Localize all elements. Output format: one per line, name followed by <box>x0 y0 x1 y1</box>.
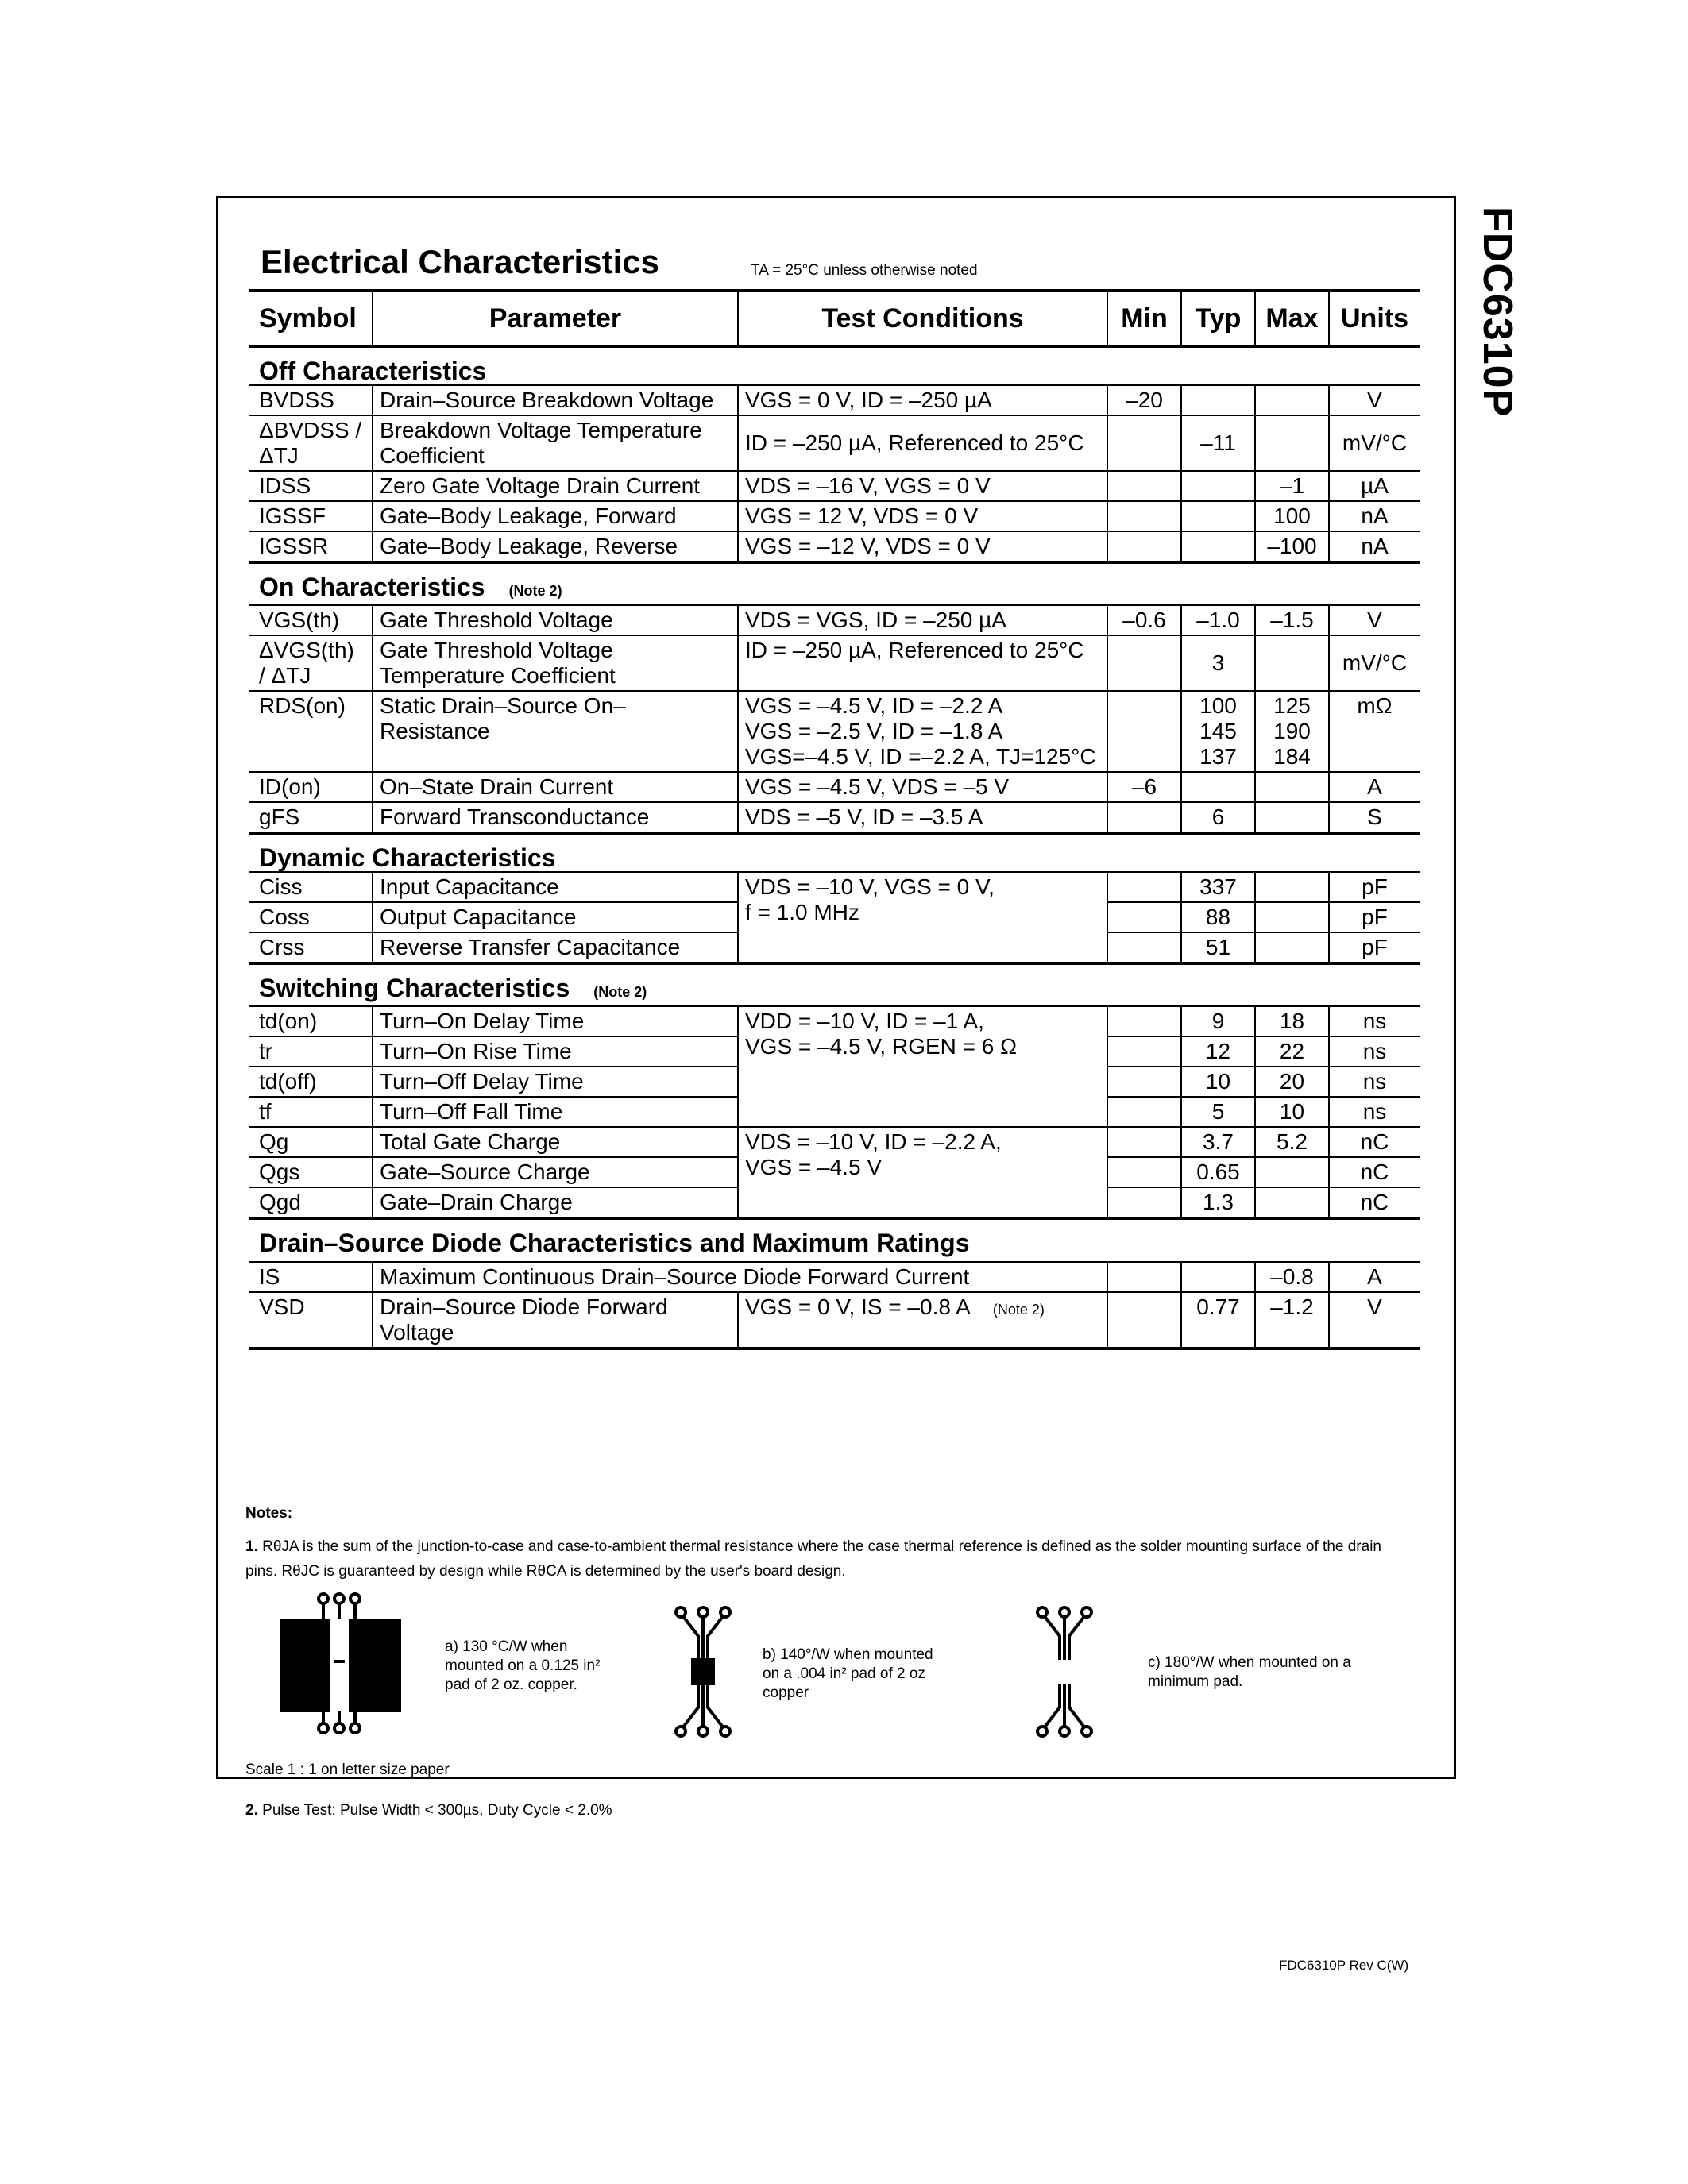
parameter: Gate Threshold Voltage <box>373 605 738 635</box>
typ: 6 <box>1181 802 1255 833</box>
note-2-number: 2. <box>245 1802 258 1819</box>
parameter: Drain–Source Breakdown Voltage <box>373 385 738 415</box>
parameter: Turn–Off Fall Time <box>373 1097 738 1127</box>
typ: 9 <box>1181 1006 1255 1036</box>
parameter: Maximum Continuous Drain–Source Diode Forward Current <box>373 1262 1107 1292</box>
units: V <box>1329 605 1420 635</box>
table-row <box>249 691 1420 772</box>
note-1-number: 1. <box>245 1538 258 1555</box>
max <box>1255 772 1329 802</box>
conditions <box>738 691 1107 772</box>
typ: 51 <box>1181 932 1255 963</box>
max-value: 190 <box>1273 719 1311 743</box>
table-row <box>249 802 1420 833</box>
typ <box>1181 501 1255 531</box>
section-switching-note: (Note 2) <box>593 984 647 1000</box>
symbol: ID(on) <box>249 772 373 802</box>
table-row <box>249 872 1420 902</box>
conditions: VGS = –12 V, VDS = 0 V <box>738 531 1107 562</box>
scale-note: Scale 1 : 1 on letter size paper <box>245 1761 450 1778</box>
min <box>1107 471 1181 501</box>
conditions: VDS = –5 V, ID = –3.5 A <box>738 802 1107 833</box>
max <box>1255 415 1329 471</box>
max: 22 <box>1255 1036 1329 1067</box>
symbol: Ciss <box>249 872 373 902</box>
typ <box>1181 691 1255 772</box>
typ-value: 145 <box>1199 719 1237 743</box>
units: V <box>1329 385 1420 415</box>
typ: –11 <box>1181 415 1255 471</box>
footer-revision: FDC6310P Rev C(W) <box>1279 1958 1409 1973</box>
temperature-condition-note: TA = 25°C unless otherwise noted <box>751 262 978 279</box>
typ: 88 <box>1181 902 1255 932</box>
symbol: RDS(on) <box>249 691 373 772</box>
table-row <box>249 471 1420 501</box>
table-row <box>249 635 1420 691</box>
section-title: Electrical Characteristics <box>261 243 659 280</box>
symbol: tf <box>249 1097 373 1127</box>
parameter: Reverse Transfer Capacitance <box>373 932 738 963</box>
units: nC <box>1329 1127 1420 1157</box>
col-header-min: Min <box>1107 291 1181 346</box>
pad-layout-c-diagram <box>1033 1604 1096 1739</box>
table-header-row <box>249 291 1420 346</box>
parameter: Gate–Drain Charge <box>373 1187 738 1218</box>
units: ns <box>1329 1036 1420 1067</box>
typ: 337 <box>1181 872 1255 902</box>
max <box>1255 872 1329 902</box>
conditions: VGS = –4.5 V, VDS = –5 V <box>738 772 1107 802</box>
symbol: VGS(th) <box>249 605 373 635</box>
units: ns <box>1329 1097 1420 1127</box>
parameter: Gate–Body Leakage, Forward <box>373 501 738 531</box>
conditions: VGS = 0 V, ID = –250 µA <box>738 385 1107 415</box>
units: pF <box>1329 902 1420 932</box>
max <box>1255 802 1329 833</box>
symbol: Coss <box>249 902 373 932</box>
units: ns <box>1329 1006 1420 1036</box>
max: –1.5 <box>1255 605 1329 635</box>
parameter: Output Capacitance <box>373 902 738 932</box>
max <box>1255 1187 1329 1218</box>
units: nC <box>1329 1187 1420 1218</box>
section-switching-title-text: Switching Characteristics <box>259 974 570 1002</box>
min <box>1107 872 1181 902</box>
table-row <box>249 531 1420 562</box>
table-row <box>249 1292 1420 1349</box>
typ: 5 <box>1181 1097 1255 1127</box>
caption-a: a) 130 °C/W when mounted on a 0.125 in² pad of 2 oz. copper. <box>445 1638 601 1693</box>
parameter: Gate Threshold Voltage Temperature Coefficient <box>373 635 738 691</box>
symbol: td(off) <box>249 1067 373 1097</box>
min <box>1107 1262 1181 1292</box>
table-row <box>249 1127 1420 1157</box>
col-header-test-conditions: Test Conditions <box>738 291 1107 346</box>
typ: 0.77 <box>1181 1292 1255 1349</box>
parameter: Input Capacitance <box>373 872 738 902</box>
units: pF <box>1329 872 1420 902</box>
parameter: Forward Transconductance <box>373 802 738 833</box>
max <box>1255 691 1329 772</box>
units: nC <box>1329 1157 1420 1187</box>
symbol: Crss <box>249 932 373 963</box>
part-number-side-title: FDC6310P <box>1474 206 1520 418</box>
max: –0.8 <box>1255 1262 1329 1292</box>
conditions: ID = –250 µA, Referenced to 25°C <box>738 635 1107 691</box>
max <box>1255 635 1329 691</box>
typ: 0.65 <box>1181 1157 1255 1187</box>
min <box>1107 1187 1181 1218</box>
units: V <box>1329 1292 1420 1349</box>
max: 10 <box>1255 1097 1329 1127</box>
col-header-symbol: Symbol <box>249 291 373 346</box>
condition-line: VGS = –2.5 V, ID = –1.8 A <box>745 719 1003 743</box>
min <box>1107 932 1181 963</box>
min <box>1107 1127 1181 1157</box>
symbol: Qgd <box>249 1187 373 1218</box>
units: mΩ <box>1329 691 1420 772</box>
table-row <box>249 501 1420 531</box>
symbol: Qg <box>249 1127 373 1157</box>
units: A <box>1329 1262 1420 1292</box>
typ: 3.7 <box>1181 1127 1255 1157</box>
min <box>1107 902 1181 932</box>
parameter: On–State Drain Current <box>373 772 738 802</box>
typ: 10 <box>1181 1067 1255 1097</box>
symbol: IGSSF <box>249 501 373 531</box>
typ: –1.0 <box>1181 605 1255 635</box>
conditions <box>738 872 1107 963</box>
condition-line: VGS = –4.5 V, RGEN = 6 Ω <box>745 1034 1018 1059</box>
conditions: VGS = 12 V, VDS = 0 V <box>738 501 1107 531</box>
symbol: tr <box>249 1036 373 1067</box>
note-2 <box>245 1802 612 1819</box>
conditions: VDS = –16 V, VGS = 0 V <box>738 471 1107 501</box>
min <box>1107 1067 1181 1097</box>
units: mV/°C <box>1329 415 1420 471</box>
units: mV/°C <box>1329 635 1420 691</box>
symbol: IS <box>249 1262 373 1292</box>
note-1 <box>245 1534 1381 1584</box>
typ <box>1181 531 1255 562</box>
section-on-title-text: On Characteristics <box>259 573 485 601</box>
typ <box>1181 471 1255 501</box>
units: µA <box>1329 471 1420 501</box>
symbol: BVDSS <box>249 385 373 415</box>
symbol: IDSS <box>249 471 373 501</box>
section-off-title: Off Characteristics <box>249 346 1420 385</box>
conditions <box>738 1292 1107 1349</box>
max-value: 125 <box>1273 693 1311 718</box>
min <box>1107 1292 1181 1349</box>
parameter: Zero Gate Voltage Drain Current <box>373 471 738 501</box>
pad-layout-a-diagram <box>278 1588 405 1735</box>
section-on-title <box>249 562 1420 605</box>
max-value: 184 <box>1273 744 1311 769</box>
units: pF <box>1329 932 1420 963</box>
condition-line: VGS = –4.5 V <box>745 1155 882 1179</box>
section-switching-title <box>249 963 1420 1006</box>
symbol: ΔBVDSS / ΔTJ <box>249 415 373 471</box>
table-row <box>249 1262 1420 1292</box>
symbol: td(on) <box>249 1006 373 1036</box>
condition-line: VDS = –10 V, VGS = 0 V, <box>745 874 995 899</box>
col-header-typ: Typ <box>1181 291 1255 346</box>
typ: 3 <box>1181 635 1255 691</box>
max: –1 <box>1255 471 1329 501</box>
typ: 1.3 <box>1181 1187 1255 1218</box>
table-row <box>249 772 1420 802</box>
max: 18 <box>1255 1006 1329 1036</box>
table-row <box>249 605 1420 635</box>
typ-value: 100 <box>1199 693 1237 718</box>
parameter: Drain–Source Diode Forward Voltage <box>373 1292 738 1349</box>
max: 100 <box>1255 501 1329 531</box>
symbol: IGSSR <box>249 531 373 562</box>
max: 5.2 <box>1255 1127 1329 1157</box>
col-header-max: Max <box>1255 291 1329 346</box>
section-dynamic-title: Dynamic Characteristics <box>249 833 1420 872</box>
notes-heading: Notes: <box>245 1505 293 1522</box>
table-row <box>249 385 1420 415</box>
condition-text: VGS = 0 V, IS = –0.8 A <box>745 1295 971 1319</box>
max <box>1255 1157 1329 1187</box>
units: S <box>1329 802 1420 833</box>
electrical-characteristics-table <box>249 289 1420 1350</box>
min <box>1107 1157 1181 1187</box>
parameter: Turn–On Delay Time <box>373 1006 738 1036</box>
conditions <box>738 1006 1107 1127</box>
parameter: Static Drain–Source On–Resistance <box>373 691 738 772</box>
min <box>1107 802 1181 833</box>
section-diode-title: Drain–Source Diode Characteristics and Maximum Ratings <box>249 1218 1420 1262</box>
typ <box>1181 1262 1255 1292</box>
condition-line: VGS=–4.5 V, ID =–2.2 A, TJ=125°C <box>745 744 1096 769</box>
units: nA <box>1329 501 1420 531</box>
section-on-note: (Note 2) <box>508 583 562 599</box>
caption-c: c) 180°/W when mounted on a minimum pad. <box>1148 1654 1351 1690</box>
max <box>1255 385 1329 415</box>
parameter: Gate–Source Charge <box>373 1157 738 1187</box>
condition-line: VDS = –10 V, ID = –2.2 A, <box>745 1129 1002 1154</box>
min <box>1107 1097 1181 1127</box>
max <box>1255 902 1329 932</box>
table-row <box>249 415 1420 471</box>
parameter: Turn–Off Delay Time <box>373 1067 738 1097</box>
symbol: VSD <box>249 1292 373 1349</box>
min <box>1107 691 1181 772</box>
parameter: Turn–On Rise Time <box>373 1036 738 1067</box>
typ-value: 137 <box>1199 744 1237 769</box>
caption-b: b) 140°/W when mounted on a .004 in² pad of 2 oz copper <box>763 1646 933 1701</box>
condition-line: f = 1.0 MHz <box>745 900 859 924</box>
note-2-text: Pulse Test: Pulse Width < 300µs, Duty Cycle < 2.0% <box>262 1802 612 1819</box>
max: 20 <box>1255 1067 1329 1097</box>
typ <box>1181 385 1255 415</box>
min <box>1107 1036 1181 1067</box>
max: –100 <box>1255 531 1329 562</box>
note-1-text: RθJA is the sum of the junction-to-case and case-to-ambient thermal resistance where the case thermal reference is defined as the solder mounting surface of the drain pins. RθJC is guaranteed by design while RθCA is determined by the user's board design. <box>245 1538 1381 1580</box>
conditions: ID = –250 µA, Referenced to 25°C <box>738 415 1107 471</box>
min <box>1107 501 1181 531</box>
condition-line: VDD = –10 V, ID = –1 A, <box>745 1009 984 1033</box>
condition-note: (Note 2) <box>992 1302 1045 1318</box>
max <box>1255 932 1329 963</box>
conditions <box>738 1127 1107 1218</box>
parameter: Gate–Body Leakage, Reverse <box>373 531 738 562</box>
min <box>1107 1006 1181 1036</box>
conditions: VDS = VGS, ID = –250 µA <box>738 605 1107 635</box>
symbol: gFS <box>249 802 373 833</box>
min <box>1107 531 1181 562</box>
symbol: ΔVGS(th) / ΔTJ <box>249 635 373 691</box>
condition-line: VGS = –4.5 V, ID = –2.2 A <box>745 693 1003 718</box>
parameter: Breakdown Voltage Temperature Coefficient <box>373 415 738 471</box>
col-header-parameter: Parameter <box>373 291 738 346</box>
pad-layout-b-diagram <box>671 1604 735 1739</box>
min <box>1107 415 1181 471</box>
units: A <box>1329 772 1420 802</box>
max: –1.2 <box>1255 1292 1329 1349</box>
min: –6 <box>1107 772 1181 802</box>
min: –0.6 <box>1107 605 1181 635</box>
parameter: Total Gate Charge <box>373 1127 738 1157</box>
typ <box>1181 772 1255 802</box>
table-row <box>249 1006 1420 1036</box>
col-header-units: Units <box>1329 291 1420 346</box>
symbol: Qgs <box>249 1157 373 1187</box>
units: ns <box>1329 1067 1420 1097</box>
min: –20 <box>1107 385 1181 415</box>
units: nA <box>1329 531 1420 562</box>
min <box>1107 635 1181 691</box>
typ: 12 <box>1181 1036 1255 1067</box>
